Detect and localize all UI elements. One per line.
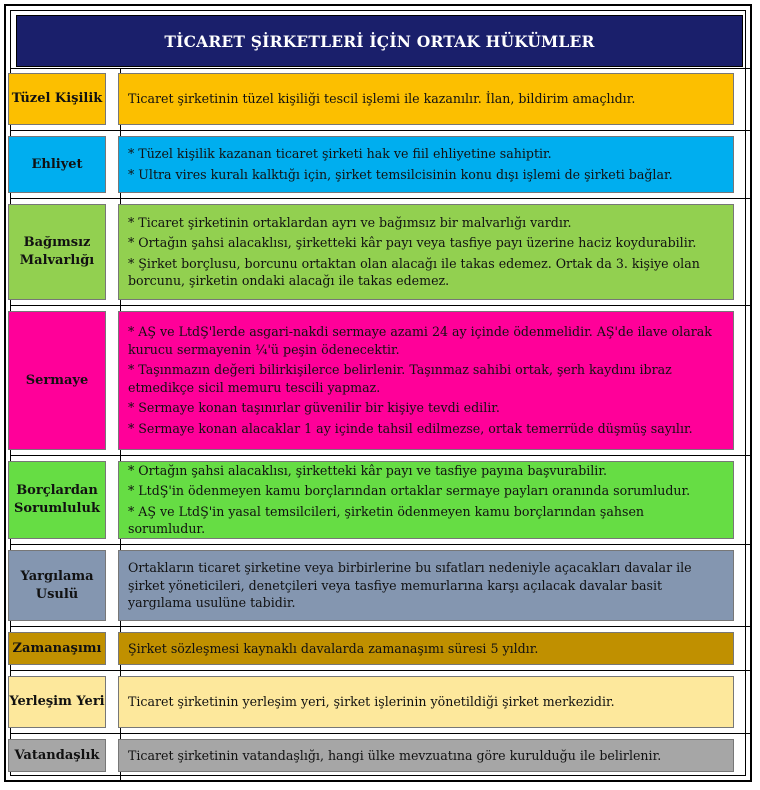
- row-divider: [10, 455, 750, 456]
- row-divider: [10, 733, 750, 734]
- row-content-yerlesim-yeri: [118, 676, 734, 728]
- row-content-yargilama-usulu: [118, 550, 734, 621]
- content-text: Ticaret şirketinin vatandaşlığı, hangi ülke mevzuatına göre kurulduğu ile belirlenir.: [128, 747, 662, 763]
- bullet-item: * AŞ ve LtdŞ'lerde asgari-nakdi sermaye azami 24 ay içinde ödenmelidir. AŞ'de ilave olarak kurucu sermayenin ¼'ü peşin ödenecektir.: [128, 324, 712, 357]
- row-label-vatandaslik: Vatandaşlık: [8, 739, 106, 772]
- row-content-ehliyet: [118, 136, 734, 193]
- bullet-item: * Ticaret şirketinin ortaklardan ayrı ve bağımsız bir malvarlığı vardır.: [128, 214, 572, 230]
- content-text: Şirket sözleşmesi kaynaklı davalarda zamanaşımı süresi 5 yıldır.: [128, 640, 539, 656]
- row-label-ehliyet: Ehliyet: [8, 136, 106, 193]
- row-label-tuzel-kisilik: Tüzel Kişilik: [8, 73, 106, 125]
- row-divider: [10, 544, 750, 545]
- row-content-borclardan-sorumluluk: [118, 461, 734, 539]
- bullet-item: * Taşınmazın değeri bilirkişilerce belirlenir. Taşınmaz sahibi ortak, şerh kaydını ibraz etmedikçe sicil memuru tescili yapmaz.: [128, 362, 672, 395]
- row-content-bagimsiz-malvarligi: [118, 204, 734, 300]
- bullet-item: * Ortağın şahsi alacaklısı, şirketteki kâr payı veya tasfiye payı üzerine haciz koydurabilir.: [128, 235, 697, 250]
- bullet-item: * Tüzel kişilik kazanan ticaret şirketi hak ve fiil ehliyetine sahiptir.: [128, 146, 552, 161]
- row-label-zamanasimi: Zamanaşımı: [8, 632, 106, 665]
- bullet-item: * Ortağın şahsi alacaklısı, şirketteki kâr payı ve tasfiye payına başvurabilir.: [128, 462, 607, 478]
- bullet-item: * AŞ ve LtdŞ'in yasal temsilcileri, şirketin ödenmeyen kamu borçlarından şahsen sorumludur.: [128, 503, 645, 536]
- bullet-item: * Sermaye konan alacaklar 1 ay içinde tahsil edilmezse, ortak temerrüde düşmüş sayılır.: [128, 420, 693, 436]
- row-divider: [10, 670, 750, 671]
- bullet-item: * Şirket borçlusu, borcunu ortaktan olan alacağı ile takas edemez. Ortak da 3. kişiye olan borcunu, şirketin ondaki alacağı ile takas edemez.: [128, 255, 700, 288]
- bullet-item: * Sermaye konan taşınırlar güvenilir bir kişiye tevdi edilir.: [128, 400, 500, 415]
- row-content-sermaye: [118, 311, 734, 450]
- row-divider: [10, 626, 750, 627]
- page-title: TİCARET ŞİRKETLERİ İÇİN ORTAK HÜKÜMLER: [164, 31, 595, 51]
- row-divider: [10, 68, 750, 69]
- content-text: Ortakların ticaret şirketine veya birbirlerine bu sıfatları nedeniyle açacakları davalar ile şirket yöneticileri, denetçileri veya tasfiye memurlarına karşı açılacak davalar basit yargılama usulüne tabidir.: [128, 560, 692, 611]
- bullet-item: * LtdŞ'in ödenmeyen kamu borçlarından ortaklar sermaye payları oranında sorumludur.: [128, 483, 691, 498]
- row-label-bagimsiz-malvarligi: Bağımsız Malvarlığı: [8, 204, 106, 300]
- bullet-item: * Ultra vires kuralı kalktığı için, şirket temsilcisinin konu dışı işlemi de şirketi bağlar.: [128, 166, 673, 182]
- content-text: Ticaret şirketinin yerleşim yeri, şirket işlerinin yönetildiği şirket merkezidir.: [128, 694, 615, 710]
- row-divider: [10, 305, 750, 306]
- content-text: Ticaret şirketinin tüzel kişiliği tescil işlemi ile kazanılır. İlan, bildirim amaçlıdır.: [128, 91, 636, 107]
- row-divider: [10, 130, 750, 131]
- table-title-banner: [16, 15, 743, 67]
- row-content-zamanasimi: [118, 632, 734, 665]
- row-label-yargilama-usulu: Yargılama Usulü: [8, 550, 106, 621]
- row-label-sermaye: Sermaye: [8, 311, 106, 450]
- row-content-tuzel-kisilik: [118, 73, 734, 125]
- row-content-vatandaslik: [118, 739, 734, 772]
- row-label-yerlesim-yeri: Yerleşim Yeri: [8, 676, 106, 728]
- row-label-borclardan-sorumluluk: Borçlardan Sorumluluk: [8, 461, 106, 539]
- row-divider: [10, 198, 750, 199]
